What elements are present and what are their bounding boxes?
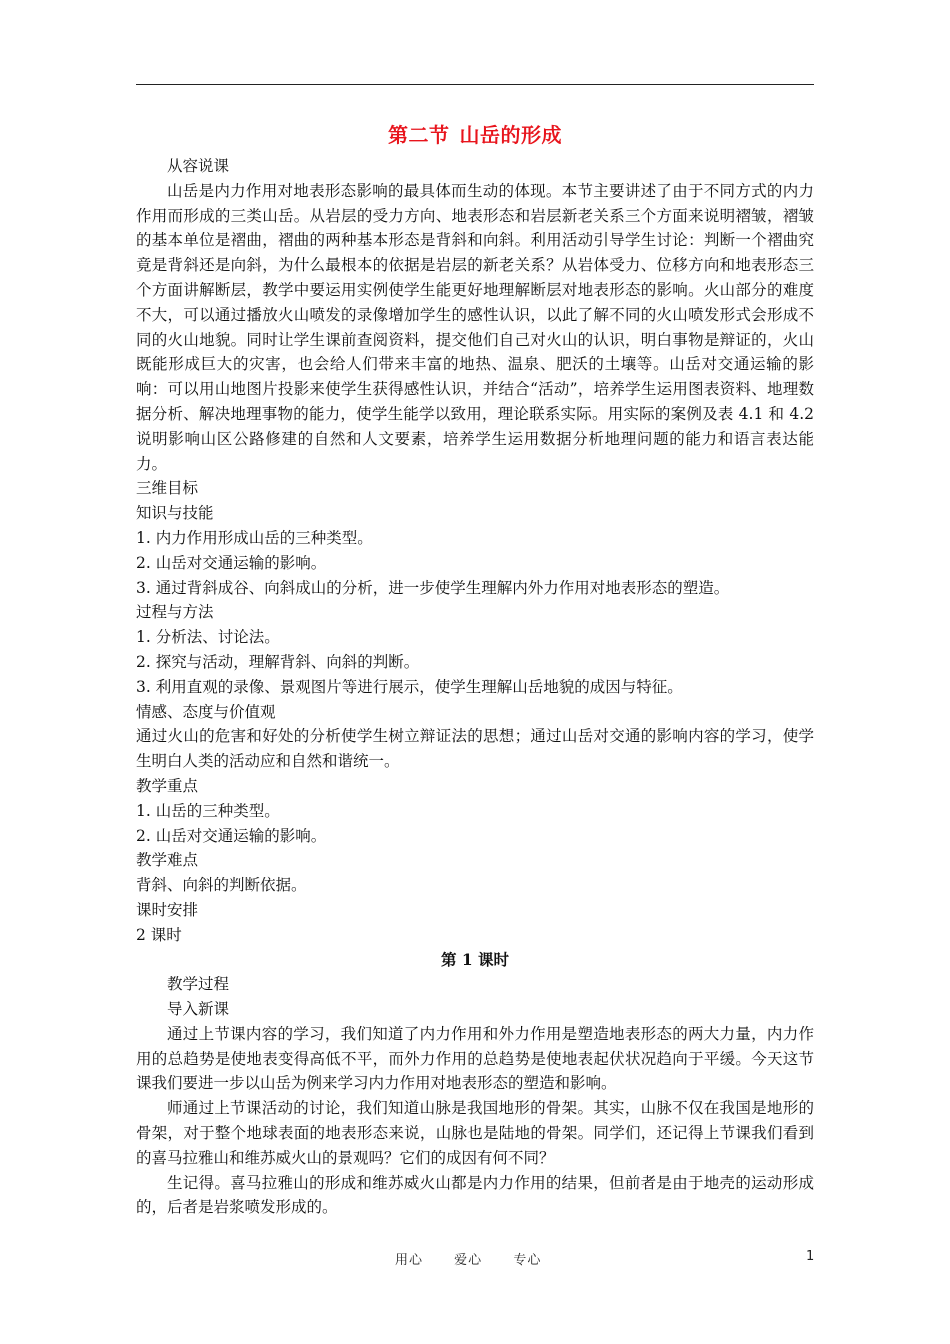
difficulty-heading: 教学难点 <box>136 851 199 870</box>
lesson-paragraph-3: 生记得。喜马拉雅山的形成和维苏威火山都是内力作用的结果，但前者是由于地壳的运动形成的，后者是岩浆喷发形成的。 <box>136 1173 814 1217</box>
process-label: 教学过程 <box>167 975 230 994</box>
process-heading: 过程与方法 <box>136 603 214 622</box>
list-item: 2. 探究与活动，理解背斜、向斜的判断。 <box>136 652 420 671</box>
key-points-heading: 教学重点 <box>136 776 199 795</box>
footer-motto <box>395 1249 567 1268</box>
emotion-heading: 情感、态度与价值观 <box>136 702 276 721</box>
list-item: 3. 利用直观的录像、景观图片等进行展示，使学生理解山岳地貌的成因与特征。 <box>136 677 683 696</box>
document-body <box>136 120 814 1220</box>
page-number: 1 <box>806 1249 815 1264</box>
schedule-text: 2 课时 <box>136 925 182 944</box>
lesson-title: 第 1 课时 <box>440 949 510 969</box>
list-item: 1. 山岳的三种类型。 <box>136 801 280 820</box>
new-lesson-label: 导入新课 <box>167 1000 230 1019</box>
knowledge-heading: 知识与技能 <box>136 504 214 523</box>
lesson-paragraph-2: 师通过上节课活动的讨论，我们知道山脉是我国地形的骨架。其实，山脉不仅在我国是地形的骨架，对于整个地球表面的地表形态来说，山脉也是陆地的骨架。同学们，还记得上节课我们看到的喜马拉雅山和维苏威火山的景观吗？它们的成因有何不同？ <box>136 1099 814 1167</box>
title-section: 第二节 <box>388 123 450 147</box>
lesson-paragraph-1: 通过上节课内容的学习，我们知道了内力作用和外力作用是塑造地表形态的两大力量，内力作用的总趋势是使地表变得高低不平，而外力作用的总趋势是使地表起伏状况趋向于平缓。今天这节课我们要进一步以山岳为例来学习内力作用对地表形态的塑造和影响。 <box>136 1024 814 1093</box>
list-item: 2. 山岳对交通运输的影响。 <box>136 826 327 845</box>
footer-word: 爱心 <box>454 1253 483 1268</box>
goals-heading: 三维目标 <box>136 479 199 498</box>
intro-paragraph: 山岳是内力作用对地表形态影响的最具体而生动的体现。本节主要讲述了由于不同方式的内力作用而形成的三类山岳。从岩层的受力方向、地表形态和岩层新老关系三个方面来说明褶皱，褶皱的基本单位是褶曲，褶曲的两种基本形态是背斜和向斜。利用活动引导学生讨论：判断一个褶曲究竟是背斜还是向斜，为什么最根本的依据是岩层的新老关系？从岩体受力、位移方向和地表形态三个方面讲解断层，教学中要运用实例使学生能更好地理解断层对地表形态的影响。火山部分的难度不大，可以通过播放火山喷发的录像增加学生的感性认识，以此了解不同的火山喷发形式会形成不同的火山地貌。同时让学生课前查阅资料，提交他们自己对火山的认识，明白事物是辩证的，火山既能形成巨大的灾害，也会给人们带来丰富的地热、温泉、肥沃的土壤等。山岳对交通运输的影响：可以用山地图片投影来使学生获得感性认识，并结合“活动”，培养学生运用图表资料、地理数据分析、解决地理事物的能力，使学生能学以致用，理论联系实际。用实际的案例及表 4.1 和 4.2 说明影响山区公路修建的自然和人文要素，培养学生运用数据分析地理问题的能力和语言表达能力。 <box>136 181 814 473</box>
list-item: 1. 分析法、讨论法。 <box>136 628 280 647</box>
title-topic: 山岳的形成 <box>459 123 562 147</box>
list-item: 2. 山岳对交通运输的影响。 <box>136 553 327 572</box>
emotion-paragraph: 通过火山的危害和好处的分析使学生树立辩证法的思想；通过山岳对交通的影响内容的学习，使学生明白人类的活动应和自然和谐统一。 <box>136 727 814 771</box>
page-title <box>136 120 814 150</box>
intro-heading: 从容说课 <box>167 157 230 175</box>
header-rule <box>136 84 814 85</box>
list-item: 1. 内力作用形成山岳的三种类型。 <box>136 528 373 547</box>
schedule-heading: 课时安排 <box>136 900 199 919</box>
list-item: 3. 通过背斜成谷、向斜成山的分析，进一步使学生理解内外力作用对地表形态的塑造。 <box>136 578 730 597</box>
footer-word: 用心 <box>395 1253 424 1268</box>
difficulty-text: 背斜、向斜的判断依据。 <box>136 876 307 895</box>
footer-word: 专心 <box>513 1253 542 1268</box>
